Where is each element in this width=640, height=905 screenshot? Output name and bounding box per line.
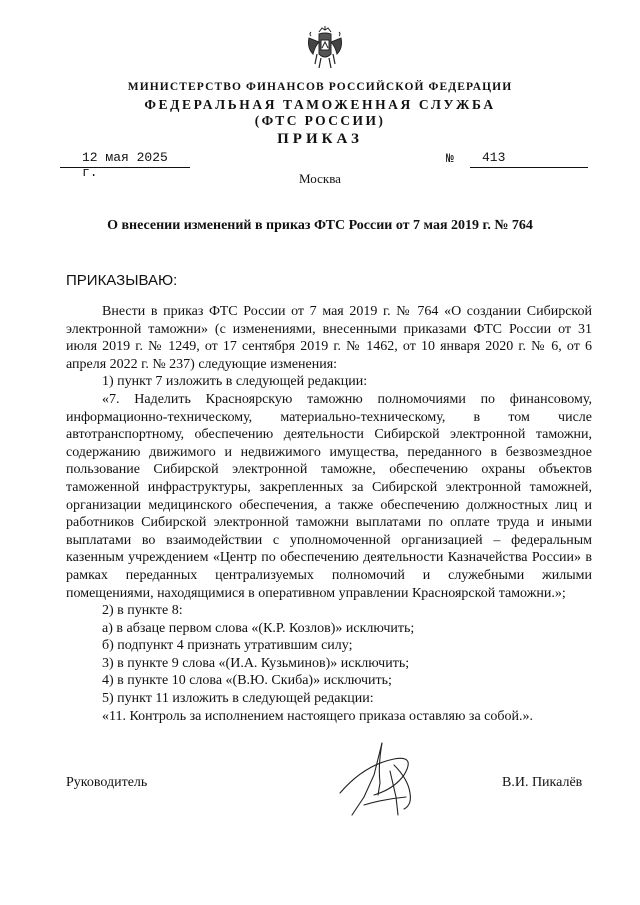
paragraph: 2) в пункте 8: <box>102 603 183 619</box>
paragraph: 4) в пункте 10 слова «(В.Ю. Скиба)» исключить; <box>102 673 392 689</box>
paragraph: а) в абзаце первом слова «(К.Р. Козлов)» исключить; <box>102 620 415 636</box>
document-type: ПРИКАЗ <box>277 131 363 147</box>
service-abbreviation: (ФТС РОССИИ) <box>254 113 386 128</box>
handwritten-signature <box>334 735 444 825</box>
paragraph: б) подпункт 4 признать утратившим силу; <box>102 638 353 654</box>
signatory-position: Руководитель <box>66 775 148 790</box>
paragraph: «11. Контроль за исполнением настоящего приказа оставляю за собой.». <box>102 708 533 724</box>
signatory-name: В.И. Пикалёв <box>502 775 583 790</box>
document-number: 413 <box>470 150 588 168</box>
paragraph: 1) пункт 7 изложить в следующей редакции: <box>102 374 368 390</box>
paragraph: 3) в пункте 9 слова «(И.А. Кузьминов)» исключить; <box>102 655 410 671</box>
order-word: ПРИКАЗЫВАЮ: <box>66 272 178 289</box>
document-title: О внесении изменений в приказ ФТС России от 7 мая 2019 г. № 764 <box>107 218 533 233</box>
city: Москва <box>299 171 341 186</box>
coat-of-arms-icon <box>305 24 345 70</box>
paragraph: Внести в приказ ФТС России от 7 мая 2019 г. № 764 «О создании Сибирской электронной таможни» (с изменениями, внесенными приказами ФТС России от 31 июля 2019 г. № 1249, от 17 сентября 2019 г. № 1462, от 10 января 2020 г. № 6, от 6 апреля 2022 г. № 237) следующие изменения: <box>66 304 592 372</box>
document-date: 12 мая 2025 г. <box>60 150 190 168</box>
number-sign: № <box>446 151 454 166</box>
document-body <box>66 303 592 725</box>
paragraph: 5) пункт 11 изложить в следующей редакции: <box>102 691 374 707</box>
paragraph: «7. Наделить Красноярскую таможню полномочиями по финансовому, информационно-техническому, материально-техническому, в том числе автотранспортному, обеспечению деятельности Сибирской электронной таможни, содержанию движимого и недвижимого имущества, переданного в безвозмездное пользование Сибирской электронной таможне, обеспечению охраны объектов таможенной инфраструктуры, закрепленных за Сибирской электронной таможней, организации медицинского обеспечения, а также обеспечению должностных лиц и работников Сибирской электронной таможни выплатами по оплате труда и иными выплатами во взаимодействии с уполномоченной организацией – федеральным казенным учреждением «Центр по обеспечению деятельности Казначейства России» в рамках переданных централизуемых полномочий и служебными жилыми помещениями, находящимися в оперативном управлении Красноярской таможни.»; <box>66 391 592 601</box>
ministry-name: МИНИСТЕРСТВО ФИНАНСОВ РОССИЙСКОЙ ФЕДЕРАЦИИ <box>127 81 513 93</box>
service-name: ФЕДЕРАЛЬНАЯ ТАМОЖЕННАЯ СЛУЖБА <box>144 97 496 112</box>
